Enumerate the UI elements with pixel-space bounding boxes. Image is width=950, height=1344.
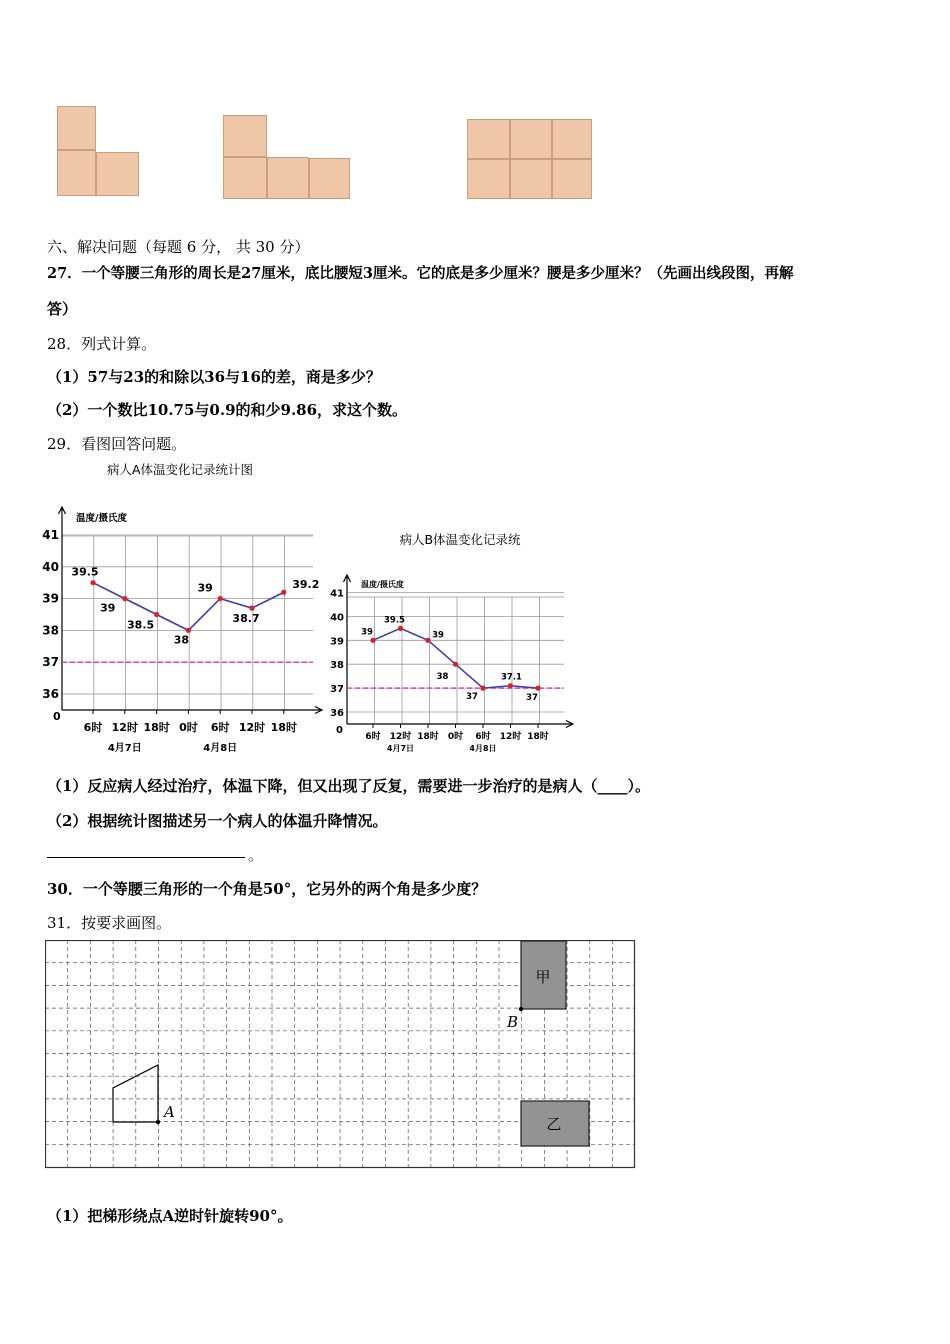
y-axis-label: 温度/摄氏度 [361,580,404,589]
q30-text: 30．一个等腰三角形的一个角是50°，它另外的两个角是多少度？ [47,880,487,898]
answer-period: 。 [248,846,264,864]
chart-patient-b [325,520,595,760]
y-tick-label: 38 [42,623,59,638]
q28-part1: （1）57与23的和除以36与16的差，商是多少？ [47,368,381,386]
data-label: 39.5 [384,615,405,626]
data-label: 39 [361,627,373,638]
data-label: 38.5 [127,618,155,632]
x-tick-label: 0时 [179,721,198,734]
section-heading: 六、解决问题（每题 6 分， 共 30 分） [47,238,310,256]
block-square [309,158,350,199]
y-tick-label: 41 [330,588,344,600]
data-point [154,612,159,617]
q28-part2: （2）一个数比10.75与0.9的和少9.86，求这个数。 [47,401,408,419]
block-square [267,157,309,199]
shape-yi-label: 乙 [546,1115,562,1133]
answer-blank [47,857,245,858]
data-point [453,662,458,667]
x-tick-label: 12时 [238,721,266,734]
q27-text-cont: 答） [47,300,78,318]
x-tick-label: 0时 [447,732,464,742]
data-point [218,596,223,601]
data-point [535,686,540,691]
y-tick-label: 41 [42,528,59,542]
block-square [223,115,267,157]
block-square [467,119,510,159]
origin-label: 0 [53,710,61,723]
data-point [90,580,95,585]
point-b-label: B [507,1013,519,1031]
origin-label: 0 [336,725,343,736]
data-label: 38.7 [232,612,260,626]
data-label: 37.1 [501,672,522,683]
q29-part2: （2）根据统计图描述另一个病人的体温升降情况。 [47,812,388,830]
data-label: 38 [436,672,449,683]
y-tick-label: 39 [330,636,344,648]
q29-part1: （1）反应病人经过治疗，体温下降，但又出现了反复，需要进一步治疗的是病人（____）。 [47,777,650,795]
block-square [510,119,552,159]
data-point [480,686,485,691]
point-a-dot [156,1120,160,1124]
date-label: 4月8日 [203,743,238,754]
x-tick-label: 12时 [111,721,138,734]
data-point [122,596,127,601]
x-tick-label: 12时 [499,732,522,742]
shape-jia-label: 甲 [535,968,551,986]
data-label: 39 [100,601,116,615]
x-tick-label: 6时 [83,721,103,734]
x-tick-label: 6时 [210,721,230,734]
y-tick-label: 39 [42,591,59,606]
y-tick-label: 38 [330,660,344,672]
y-axis-label: 温度/摄氏度 [76,513,127,524]
chart-title: 病人A体温变化记录统计图 [106,462,254,477]
data-label: 39.2 [292,578,320,592]
date-label: 4月7日 [107,743,142,754]
data-point [398,626,403,631]
point-b-dot [519,1007,523,1011]
q31-title: 31．按要求画图。 [47,914,172,932]
block-square [223,157,267,199]
x-tick-label: 18时 [527,732,549,742]
x-tick-label: 6时 [475,732,491,742]
block-square [96,152,139,196]
data-point [425,638,430,643]
block-square [57,106,96,150]
y-tick-label: 37 [330,684,344,696]
data-label: 39.5 [71,565,99,579]
block-square [57,150,96,196]
chart-title: 病人B体温变化记录统 [399,532,521,547]
data-label: 39 [197,581,213,595]
data-point [186,628,191,633]
y-tick-label: 36 [42,687,59,701]
drawing-grid [45,940,637,1170]
q28-title: 28．列式计算。 [47,335,157,353]
y-tick-label: 36 [330,708,344,719]
q27-text: 27．一个等腰三角形的周长是27厘米，底比腰短3厘米。它的底是多少厘米？腰是多少厘米？（先画出线段图，再解 [47,265,794,282]
y-tick-label: 37 [42,655,59,670]
q29-title: 29．看图回答问题。 [47,435,187,453]
data-point [370,638,375,643]
y-tick-label: 40 [42,559,59,574]
x-tick-label: 6时 [365,732,381,742]
date-label: 4月7日 [386,744,415,753]
y-tick-label: 40 [330,612,344,624]
x-tick-label: 18时 [270,721,297,734]
q31-part1: （1）把梯形绕点A逆时针旋转90°。 [47,1207,293,1225]
point-a-label: A [164,1103,175,1121]
data-label: 37 [466,692,478,703]
data-point [249,606,254,611]
data-point [281,590,286,595]
x-tick-label: 12时 [389,732,412,742]
data-label: 39 [432,630,444,641]
data-label: 38 [173,633,190,647]
block-square [510,159,552,199]
x-tick-label: 18时 [143,721,170,734]
block-square [552,119,592,159]
x-tick-label: 18时 [417,732,439,742]
block-square [552,159,592,199]
date-label: 4月8日 [469,744,497,753]
data-point [508,683,513,688]
block-square [467,159,510,199]
chart-patient-a [40,455,330,760]
data-label: 37 [526,693,538,704]
